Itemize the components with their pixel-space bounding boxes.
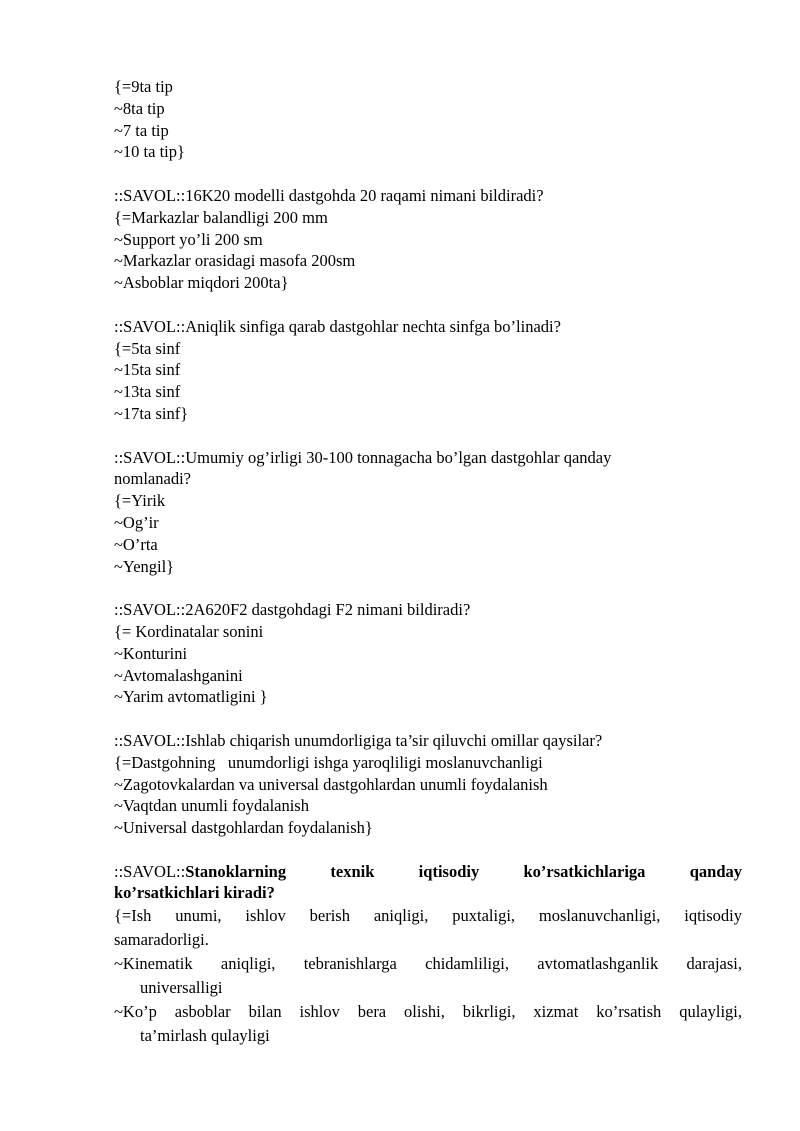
question-line: ::SAVOL::Umumiy og’irligi 30-100 tonnagacha bo’lgan dastgohlar qanday bbox=[114, 447, 612, 467]
text-line: nomlanadi? bbox=[114, 469, 191, 489]
text-line: {=Markazlar balandligi 200 mm bbox=[114, 207, 328, 227]
text-line: {= Kordinatalar sonini bbox=[114, 621, 264, 641]
answer-option-2 bbox=[114, 952, 742, 999]
blank-line bbox=[114, 577, 742, 599]
text-line: ~Konturini bbox=[114, 643, 188, 663]
answer-option-3 bbox=[114, 1000, 742, 1047]
text-line: ~Asboblar miqdori 200ta} bbox=[114, 273, 289, 293]
answer-option-2-line2: universalligi bbox=[140, 977, 223, 997]
text-line: ~Og’ir bbox=[114, 512, 159, 532]
answer-option-3-line2: ta’mirlash qulayligi bbox=[140, 1025, 270, 1045]
question-block-stanoklar bbox=[114, 861, 742, 1048]
question-line: ::SAVOL::2A620F2 dastgohdagi F2 nimani bildiradi? bbox=[114, 600, 471, 620]
answer-option-3-line1: ~Ko’p asboblar bilan ishlov bera olishi, bikrligi, xizmat ko’rsatish qulayligi, bbox=[114, 1002, 742, 1022]
text-line: ~Markazlar orasidagi masofa 200sm bbox=[114, 251, 356, 271]
text-line: ~8ta tip bbox=[114, 98, 165, 118]
blank-line bbox=[114, 839, 742, 861]
question-bold-text: Stanoklarning texnik iqtisodiy ko’rsatkichlariga qanday bbox=[185, 861, 742, 881]
blank-line bbox=[114, 708, 742, 730]
answer-option-2-line1: ~Kinematik aniqligi, tebranishlarga chidamliligi, avtomatlashganlik darajasi, bbox=[114, 954, 742, 974]
text-line: ~17ta sinf} bbox=[114, 403, 189, 423]
answer-correct bbox=[114, 904, 742, 951]
question-block bbox=[114, 185, 742, 294]
question-prefix: ::SAVOL:: bbox=[114, 861, 186, 881]
text-line: ~Avtomalashganini bbox=[114, 665, 243, 685]
text-line: ~Vaqtdan unumli foydalanish bbox=[114, 796, 309, 816]
text-line: ~Yengil} bbox=[114, 556, 175, 576]
text-line: ~10 ta tip} bbox=[114, 142, 185, 162]
question-heading-line2: ko’rsatkichlari kiradi? bbox=[114, 883, 275, 903]
text-line: {=5ta sinf bbox=[114, 338, 181, 358]
text-line: ~13ta sinf bbox=[114, 382, 181, 402]
text-line: ~7 ta tip bbox=[114, 120, 169, 140]
question-blocks bbox=[114, 76, 742, 861]
answer-correct-line2: samaradorligi. bbox=[114, 929, 209, 949]
answer-correct-line1: {=Ish unumi, ishlov berish aniqligi, puxtaligi, moslanuvchanligi, iqtisodiy bbox=[114, 906, 742, 926]
text-line: {=Yirik bbox=[114, 491, 166, 511]
question-line: ::SAVOL::Ishlab chiqarish unumdorligiga ta’sir qiluvchi omillar qaysilar? bbox=[114, 730, 603, 750]
text-line: ~Yarim avtomatligini } bbox=[114, 687, 268, 707]
text-line: ~15ta sinf bbox=[114, 360, 181, 380]
question-line: ::SAVOL::16K20 modelli dastgohda 20 raqami nimani bildiradi? bbox=[114, 185, 544, 205]
document-page bbox=[114, 76, 742, 1048]
question-block bbox=[114, 730, 742, 839]
blank-line bbox=[114, 425, 742, 447]
question-block bbox=[114, 76, 742, 163]
text-line: ~Support yo’li 200 sm bbox=[114, 229, 263, 249]
text-line: ~O’rta bbox=[114, 534, 158, 554]
question-block bbox=[114, 316, 742, 425]
blank-line bbox=[114, 163, 742, 185]
text-line: {=Dastgohning unumdorligi ishga yaroqliligi moslanuvchanligi bbox=[114, 752, 543, 772]
question-block bbox=[114, 447, 742, 578]
question-block bbox=[114, 599, 742, 708]
text-line: ~Universal dastgohlardan foydalanish} bbox=[114, 818, 373, 838]
question-line: ::SAVOL::Aniqlik sinfiga qarab dastgohlar nechta sinfga bo’linadi? bbox=[114, 316, 561, 336]
question-heading-line1 bbox=[114, 861, 742, 883]
text-line: {=9ta tip bbox=[114, 77, 173, 96]
blank-line bbox=[114, 294, 742, 316]
text-line: ~Zagotovkalardan va universal dastgohlardan unumli foydalanish bbox=[114, 774, 548, 794]
